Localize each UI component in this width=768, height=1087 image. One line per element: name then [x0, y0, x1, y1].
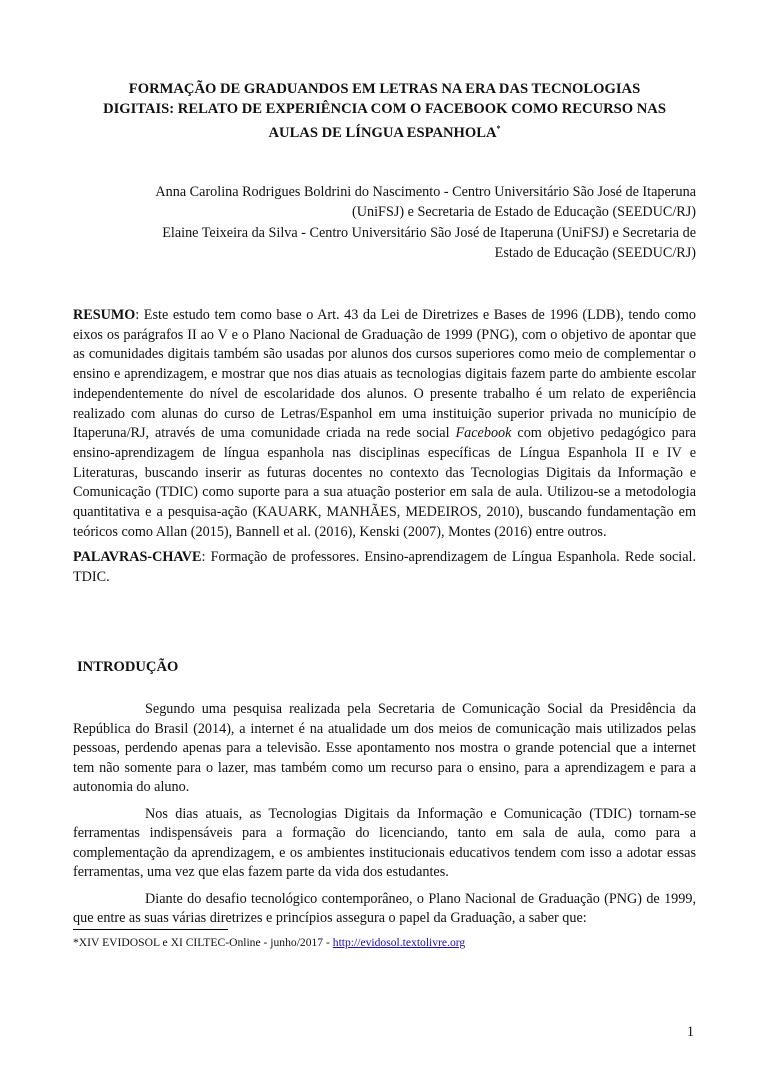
title-footnote-mark: * [496, 124, 501, 133]
author-2-line-2: Estado de Educação (SEEDUC/RJ) [494, 245, 696, 262]
author-2-line-1: Elaine Teixeira da Silva - Centro Universitário São José de Itaperuna (UniFSJ) e Secretaria de [162, 224, 696, 241]
keywords-label: PALAVRAS-CHAVE [73, 549, 202, 566]
abstract-text-2: com objetivo pedagógico para ensino-aprendizagem de língua espanhola nas disciplinas específicas de Língua Espanhola II e IV e Literaturas, buscando inserir as futuras docentes no contexto das Tecnologias Digitais da Informação e Comunicação (TDIC) como suporte para a sua atuação posterior em sala de aula. Utilizou-se a metodologia quantitativa e a pesquisa-ação (KAUARK, MANHÃES, MEDEIROS, 2010), buscando fundamentação em teóricos como Allan (2015), Bannell et al. (2016), Kenski (2007), Montes (2016) entre outros. [73, 425, 696, 540]
footnote-separator [73, 929, 228, 930]
paper-title [73, 80, 696, 143]
abstract-section [73, 306, 696, 594]
title-line-3-text: AULAS DE LÍNGUA ESPANHOLA [268, 124, 497, 141]
keywords-text: : Formação de professores. Ensino-aprendizagem de Língua Espanhola. Rede social. TDIC. [73, 549, 696, 586]
page-number: 1 [686, 1024, 694, 1040]
abstract-italic-facebook: Facebook [455, 425, 512, 442]
abstract-label: RESUMO [73, 307, 136, 323]
abstract-paragraph [73, 306, 696, 542]
author-1-line-1: Anna Carolina Rodrigues Boldrini do Nascimento - Centro Universitário São José de Itaperuna [155, 184, 696, 200]
author-1-line-2: (UniFSJ) e Secretaria de Estado de Educação (SEEDUC/RJ) [352, 204, 696, 221]
intro-paragraph-2: Nos dias atuais, as Tecnologias Digitais da Informação e Comunicação (TDIC) tornam-se ferramentas indispensáveis para a formação do licenciando, tanto em sala de aula, como para a complementação da aprendizagem, e os ambientes institucionais educativos tendem com isso a adotar essas ferramentas, uma vez que elas fazem parte da vida dos estudantes. [73, 805, 696, 880]
abstract-text-1: : Este estudo tem como base o Art. 43 da Lei de Diretrizes e Bases de 1996 (LDB), tendo como eixos os parágrafos II ao V e o Plano Nacional de Graduação de 1999 (PNG), com o objetivo de apontar que as comunidades digitais também são usadas por alunos dos cursos superiores como meio de complementar o ensino e aprendizagem, e mostrar que nos dias atuais as tecnologias digitais fazem parte do ambiente escolar independentemente do nível de escolaridade dos alunos. O presente trabalho é um relato de experiência realizado com alunas do curso de Letras/Espanhol em uma instituição superior privada no município de Itaperuna/RJ, através de uma comunidade criada na rede social [73, 307, 696, 442]
title-line-2: DIGITAIS: RELATO DE EXPERIÊNCIA COM O FACEBOOK COMO RECURSO NAS [103, 100, 666, 117]
author-block [73, 182, 696, 264]
title-line-1: FORMAÇÃO DE GRADUANDOS EM LETRAS NA ERA DAS TECNOLOGIAS [128, 81, 641, 97]
keywords-paragraph [73, 548, 696, 587]
title-line-3 [73, 119, 696, 143]
footnote-text: *XIV EVIDOSOL e XI CILTEC-Online - junho/2017 - [73, 936, 333, 949]
intro-paragraph-3: Diante do desafio tecnológico contemporâneo, o Plano Nacional de Graduação (PNG) de 1999, que entre as suas várias diretrizes e princípios assegura o papel da Graduação, a saber que: [73, 890, 696, 926]
intro-paragraph-1: Segundo uma pesquisa realizada pela Secretaria de Comunicação Social da Presidência da República do Brasil (2014), a internet é na atualidade um dos meios de comunicação mais utilizados pelas pessoas, perdendo apenas para a televisão. Esse apontamento nos mostra o grande potencial que a internet tem não somente para o lazer, mas também como um recurso para o ensino, para a aprendizagem e para a autonomia do aluno. [73, 701, 696, 795]
footnote-link[interactable]: http://evidosol.textolivre.org [332, 936, 466, 949]
introduction-body [73, 700, 696, 936]
introduction-heading: INTRODUÇÃO [77, 659, 179, 675]
footnote [73, 936, 465, 949]
